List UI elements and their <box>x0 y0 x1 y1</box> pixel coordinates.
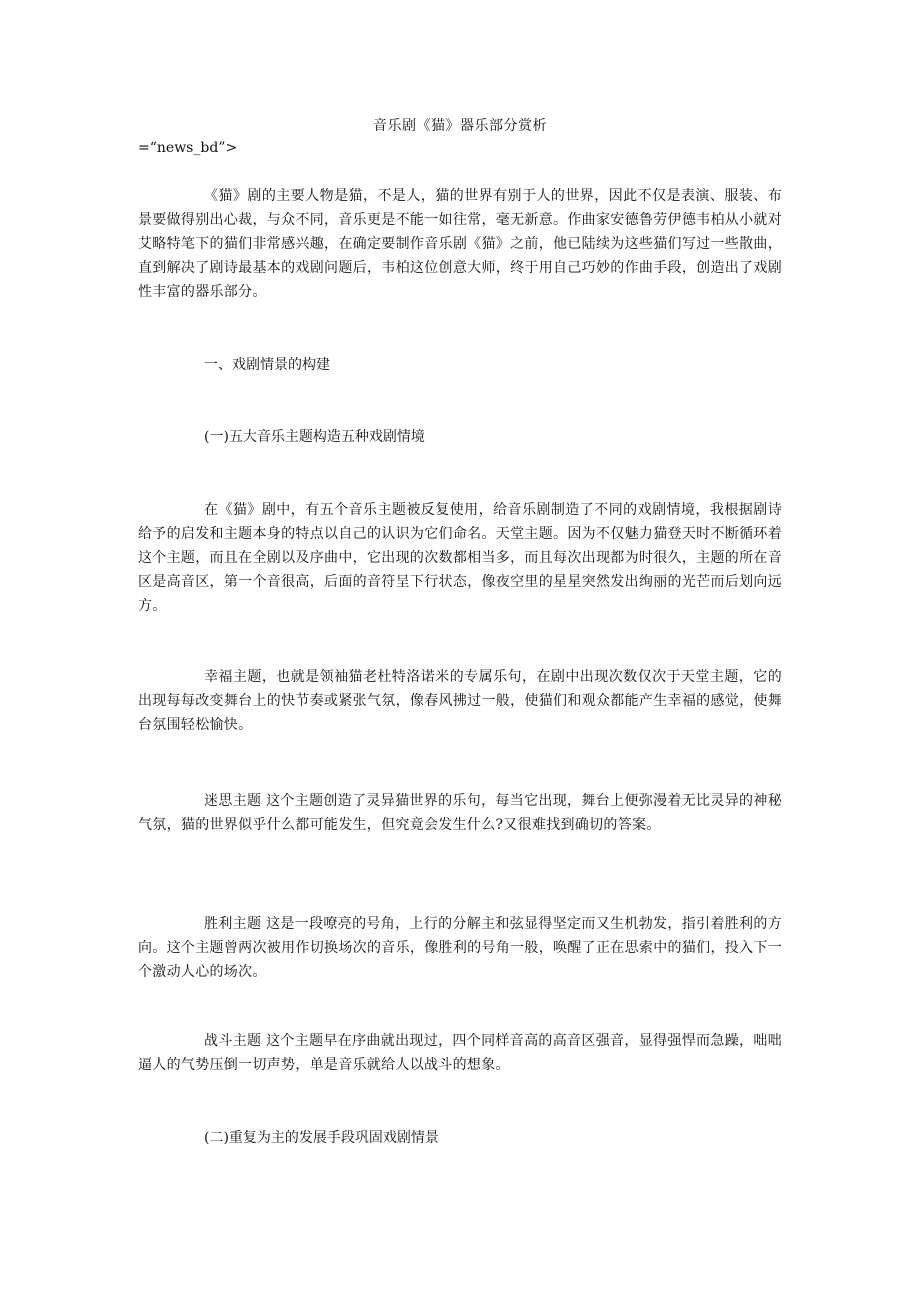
paragraph-mystery-theme: 迷思主题 这个主题创造了灵异猫世界的乐句，每当它出现，舞台上便弥漫着无比灵异的神秘气氛，猫的世界似乎什么都可能发生，但究竟会发生什么?又很难找到确切的答案。 <box>138 793 782 833</box>
document-title: 音乐剧《猫》器乐部分赏析 <box>373 118 547 134</box>
paragraph-happiness-theme: 幸福主题，也就是领袖猫老杜特洛诺米的专属乐句，在剧中出现次数仅次于天堂主题，它的出现每每改变舞台上的快节奏或紧张气氛，像春风拂过一般，使猫们和观众都能产生幸福的感觉，使舞台氛围轻松愉快。 <box>138 669 782 733</box>
subsection-heading-2: (二)重复为主的发展手段巩固戏剧情景 <box>204 1130 439 1146</box>
paragraph-victory-theme: 胜利主题 这是一段嘹亮的号角，上行的分解主和弦显得坚定而又生机勃发，指引着胜利的方向。这个主题曾两次被用作切换场次的音乐，像胜利的号角一般，唤醒了正在思索中的猫们，投入下一个激动人心的场次。 <box>138 916 782 980</box>
subsection-heading-1: (一)五大音乐主题构造五种戏剧情境 <box>204 429 425 445</box>
section-heading-1: 一、戏剧情景的构建 <box>204 357 330 373</box>
paragraph-heaven-theme: 在《猫》剧中，有五个音乐主题被反复使用，给音乐剧制造了不同的戏剧情境，我根据剧诗给予的启发和主题本身的特点以自己的认识为它们命名。天堂主题。因为不仅魅力猫登天时不断循环着这个主题，而且在全剧以及序曲中，它出现的次数都相当多，而且每次出现都为时很久，主题的所在音区是高音区，第一个音很高，后面的音符呈下行状态，像夜空里的星星突然发出绚丽的光芒而后划向远方。 <box>138 502 782 614</box>
intro-paragraph: 《猫》剧的主要人物是猫，不是人，猫的世界有别于人的世界，因此不仅是表演、服装、布景要做得别出心裁，与众不同，音乐更是不能一如往常，毫无新意。作曲家安德鲁劳伊德韦柏从小就对艾略特笔下的猫们非常感兴趣，在确定要制作音乐剧《猫》之前，他已陆续为这些猫们写过一些散曲，直到解决了剧诗最基本的戏剧问题后，韦柏这位创意大师，终于用自己巧妙的作曲手段，创造出了戏剧性丰富的器乐部分。 <box>138 188 782 300</box>
paragraph-battle-theme: 战斗主题 这个主题早在序曲就出现过，四个同样音高的高音区强音，显得强悍而急躁，咄咄逼人的气势压倒一切声势，单是音乐就给人以战斗的想象。 <box>138 1033 782 1073</box>
markup-artifact-text: =“news_bd”> <box>138 140 238 156</box>
